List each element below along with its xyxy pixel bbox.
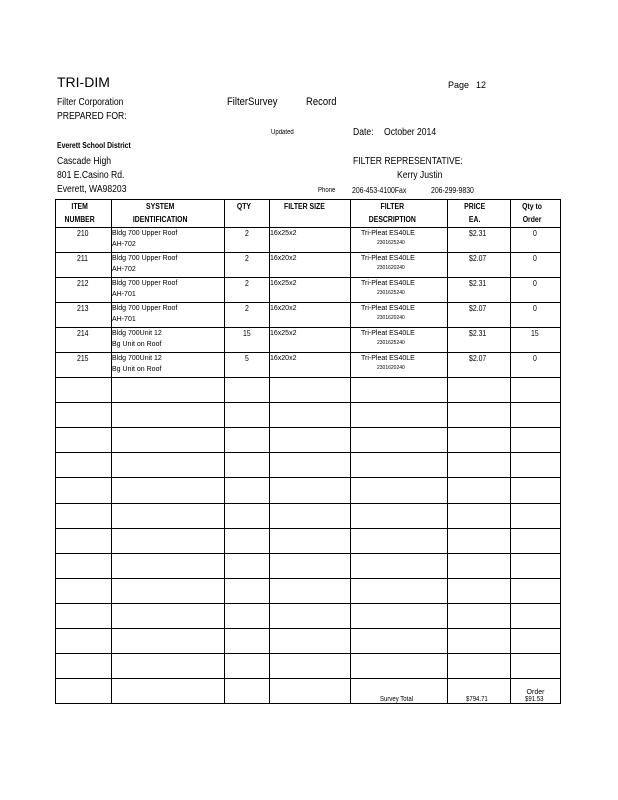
table-row	[56, 303, 561, 328]
system-id-cell	[112, 328, 225, 353]
rep-label: FILTER REPRESENTATIVE:	[353, 156, 463, 167]
table-cell	[225, 503, 270, 528]
table-cell	[56, 553, 112, 578]
item-number: 212	[76, 279, 89, 289]
filter-size-cell	[270, 353, 351, 378]
table-row	[56, 328, 561, 353]
table-cell	[112, 378, 225, 403]
col-qty: QTY	[225, 200, 270, 228]
filter-description-cell	[351, 303, 448, 328]
col-item-number: ITEM NUMBER	[56, 200, 112, 228]
col-qty-to-order: Qty to Order	[511, 200, 561, 228]
table-cell	[225, 403, 270, 428]
qty-to-order-cell	[511, 228, 561, 253]
table-cell	[351, 653, 448, 678]
qty-value: 2	[244, 254, 249, 264]
fax-number: 206-299-9830	[431, 186, 474, 195]
filter-description-cell	[351, 328, 448, 353]
table-cell	[112, 403, 225, 428]
table-cell	[511, 653, 561, 678]
table-cell	[511, 403, 561, 428]
qty-to-order-cell	[511, 278, 561, 303]
table-cell	[448, 403, 511, 428]
qty-value: 2	[244, 279, 249, 289]
price-cell	[448, 328, 511, 353]
table-cell	[225, 428, 270, 453]
table-cell	[225, 628, 270, 653]
col-filter-description: FILTER DESCRIPTION	[351, 200, 448, 228]
price-cell	[448, 303, 511, 328]
filter-size-cell	[270, 253, 351, 278]
filter-description-line-1: Tri-Pleat ES40LE	[361, 330, 415, 338]
table-row	[56, 253, 561, 278]
system-id-cell	[112, 353, 225, 378]
price-value: $2.07	[468, 304, 487, 314]
table-cell	[511, 578, 561, 603]
filter-survey-table	[55, 199, 561, 704]
table-cell	[511, 478, 561, 503]
filter-size-value: 16x25x2	[270, 230, 297, 237]
filter-size-value: 16x20x2	[270, 305, 297, 313]
table-cell	[448, 503, 511, 528]
table-cell	[56, 578, 112, 603]
qty-cell	[225, 228, 270, 253]
qty-to-order-cell	[511, 353, 561, 378]
table-cell	[448, 553, 511, 578]
filter-part-number: 2301625240	[377, 340, 405, 347]
qty-to-order-cell	[511, 253, 561, 278]
table-cell	[225, 553, 270, 578]
filter-description-line-1: Tri-Pleat ES40LE	[361, 280, 415, 288]
table-cell	[351, 378, 448, 403]
system-id-line-1: Bldg 700Unit 12	[112, 355, 162, 363]
table-cell	[56, 653, 112, 678]
item-number: 211	[77, 254, 89, 264]
system-id-line-2: AH-701	[112, 316, 136, 324]
table-cell	[56, 428, 112, 453]
price-cell	[448, 278, 511, 303]
system-id-line-2: AH-702	[112, 266, 136, 274]
table-cell	[270, 378, 351, 403]
filter-size-value: 16x20x2	[270, 355, 297, 363]
filter-description-line-1: Tri-Pleat ES40LE	[361, 355, 415, 363]
system-id-line-1: Bldg 700Unit 12	[112, 330, 162, 338]
prepared-for-label: PREPARED FOR:	[57, 111, 127, 122]
price-value: $2.07	[468, 254, 487, 264]
table-cell	[56, 378, 112, 403]
table-cell	[270, 628, 351, 653]
table-cell	[270, 428, 351, 453]
table-cell	[270, 403, 351, 428]
customer-name: Everett School District	[57, 141, 131, 150]
empty-row	[56, 503, 561, 528]
table-cell	[511, 428, 561, 453]
table-cell	[448, 428, 511, 453]
table-cell	[56, 403, 112, 428]
table-cell	[112, 428, 225, 453]
price-value: $2.31	[468, 329, 487, 339]
empty-row	[56, 528, 561, 553]
table-cell	[270, 528, 351, 553]
table-cell	[270, 453, 351, 478]
system-id-cell	[112, 303, 225, 328]
table-cell	[270, 503, 351, 528]
date-label: Date:	[353, 127, 374, 138]
table-cell	[351, 503, 448, 528]
item-number: 213	[76, 304, 89, 314]
filter-description-line-1: Tri-Pleat ES40LE	[361, 255, 415, 263]
filter-description-line-1: Tri-Pleat ES40LE	[361, 230, 415, 237]
col-system-identification: SYSTEM IDENTIFICATION	[112, 200, 225, 228]
survey-total-label: Survey Total	[351, 678, 448, 703]
table-cell	[112, 653, 225, 678]
phone-number: 206-453-4100Fax	[352, 186, 407, 195]
filter-description-cell	[351, 353, 448, 378]
item-number-cell	[56, 228, 112, 253]
qty-cell	[225, 328, 270, 353]
table-cell	[511, 453, 561, 478]
table-row	[56, 278, 561, 303]
item-number-cell	[56, 353, 112, 378]
filter-description-cell	[351, 278, 448, 303]
table-cell	[56, 528, 112, 553]
qty-cell	[225, 303, 270, 328]
system-id-line-1: Bldg 700 Upper Roof	[112, 305, 178, 313]
empty-row	[56, 378, 561, 403]
system-id-line-2: AH-701	[112, 291, 136, 299]
table-cell	[511, 553, 561, 578]
empty-row	[56, 553, 561, 578]
table-cell	[351, 603, 448, 628]
table-cell	[448, 378, 511, 403]
table-cell	[511, 603, 561, 628]
table-row	[56, 353, 561, 378]
table-cell	[511, 378, 561, 403]
table-cell	[112, 603, 225, 628]
system-id-cell	[112, 278, 225, 303]
table-cell	[56, 603, 112, 628]
filter-size-cell	[270, 303, 351, 328]
item-number: 215	[76, 354, 89, 364]
order-total-value: $91.53	[524, 696, 544, 703]
survey-title: FilterSurvey	[227, 96, 278, 108]
rep-name: Kerry Justin	[397, 170, 443, 181]
filter-size-value: 16x20x2	[270, 255, 297, 263]
price-value: $2.31	[468, 279, 487, 289]
table-cell	[112, 678, 225, 703]
item-number-cell	[56, 278, 112, 303]
table-cell	[112, 553, 225, 578]
empty-row	[56, 453, 561, 478]
table-cell	[225, 678, 270, 703]
qty-value: 15	[242, 329, 251, 339]
table-cell	[225, 528, 270, 553]
table-cell	[56, 678, 112, 703]
table-cell	[351, 453, 448, 478]
empty-row	[56, 478, 561, 503]
table-cell	[511, 528, 561, 553]
empty-row	[56, 653, 561, 678]
table-cell	[225, 653, 270, 678]
system-id-line-1: Bldg 700 Upper Roof	[112, 280, 178, 288]
table-cell	[112, 628, 225, 653]
filter-part-number: 2301620240	[377, 265, 405, 272]
empty-row	[56, 428, 561, 453]
filter-part-number: 2301625240	[377, 240, 405, 246]
qty-to-order-value: 0	[533, 279, 538, 289]
table-cell	[56, 503, 112, 528]
table-cell	[511, 628, 561, 653]
table-cell	[270, 678, 351, 703]
table-cell	[448, 628, 511, 653]
table-cell	[351, 553, 448, 578]
table-cell	[56, 628, 112, 653]
order-total-label: Order	[526, 689, 545, 696]
qty-cell	[225, 353, 270, 378]
table-cell	[270, 478, 351, 503]
date-value: October 2014	[384, 127, 437, 138]
phone-label: Phone	[318, 187, 336, 194]
company-line: Filter Corporation	[57, 97, 124, 108]
item-number-cell	[56, 253, 112, 278]
filter-description-line-1: Tri-Pleat ES40LE	[361, 305, 415, 313]
table-cell	[270, 553, 351, 578]
qty-value: 2	[244, 304, 249, 314]
table-cell	[225, 378, 270, 403]
system-id-line-2: Bg Unit on Roof	[112, 366, 162, 374]
table-cell	[225, 603, 270, 628]
filter-description-cell	[351, 253, 448, 278]
table-cell	[270, 653, 351, 678]
item-number: 210	[76, 229, 89, 238]
filter-size-value: 16x25x2	[270, 330, 297, 338]
table-cell	[270, 578, 351, 603]
table-row	[56, 228, 561, 253]
qty-to-order-value: 0	[533, 254, 538, 264]
page-label: Page	[448, 80, 470, 90]
total-row	[56, 678, 561, 703]
table-cell	[351, 628, 448, 653]
table-cell	[225, 478, 270, 503]
qty-value: 2	[244, 229, 249, 238]
col-filter-size: FILTER SIZE	[270, 200, 351, 228]
customer-site: Cascade High	[57, 156, 112, 167]
system-id-line-1: Bldg 700 Upper Roof	[112, 255, 178, 263]
table-cell	[351, 578, 448, 603]
survey-total-value: $794.71	[448, 678, 511, 703]
page-number: 12	[476, 80, 487, 90]
table-cell	[112, 503, 225, 528]
system-id-cell	[112, 228, 225, 253]
price-value: $2.07	[468, 354, 487, 364]
col-price: PRICE EA.	[448, 200, 511, 228]
table-cell	[112, 528, 225, 553]
price-value: $2.31	[468, 229, 487, 238]
qty-to-order-value: 0	[533, 354, 538, 364]
qty-cell	[225, 253, 270, 278]
table-cell	[112, 578, 225, 603]
table-header-row	[56, 200, 561, 228]
table-cell	[351, 528, 448, 553]
customer-city: Everett, WA98203	[57, 184, 127, 195]
table-cell	[448, 653, 511, 678]
table-cell	[448, 603, 511, 628]
system-id-line-2: AH-702	[112, 241, 136, 248]
table-cell	[56, 478, 112, 503]
item-number: 214	[76, 329, 89, 339]
empty-row	[56, 403, 561, 428]
qty-to-order-value: 0	[533, 229, 538, 238]
table-cell	[511, 503, 561, 528]
table-cell	[112, 478, 225, 503]
system-id-line-2: Bg Unit on Roof	[112, 341, 162, 349]
company-name: TRI-DIM	[57, 74, 110, 90]
qty-value: 5	[244, 354, 249, 364]
table-cell	[448, 578, 511, 603]
filter-part-number: 2301625240	[377, 290, 405, 297]
table-cell	[112, 453, 225, 478]
customer-street: 801 E.Casino Rd.	[57, 170, 125, 181]
table-cell	[56, 453, 112, 478]
filter-size-value: 16x25x2	[270, 280, 297, 288]
table-cell	[351, 478, 448, 503]
table-cell	[225, 578, 270, 603]
price-cell	[448, 353, 511, 378]
filter-description-cell	[351, 228, 448, 253]
qty-to-order-value: 15	[531, 329, 539, 339]
empty-row	[56, 578, 561, 603]
table-cell	[351, 428, 448, 453]
price-cell	[448, 228, 511, 253]
table-cell	[270, 603, 351, 628]
empty-row	[56, 628, 561, 653]
table-cell	[351, 403, 448, 428]
filter-size-cell	[270, 328, 351, 353]
system-id-line-1: Bldg 700 Upper Roof	[112, 230, 178, 237]
qty-to-order-cell	[511, 328, 561, 353]
table-cell	[448, 453, 511, 478]
filter-size-cell	[270, 278, 351, 303]
filter-part-number: 2301620240	[377, 315, 405, 322]
system-id-cell	[112, 253, 225, 278]
qty-to-order-value: 0	[533, 304, 538, 314]
filter-part-number: 2301620240	[377, 365, 405, 372]
qty-to-order-cell	[511, 303, 561, 328]
qty-cell	[225, 278, 270, 303]
price-cell	[448, 253, 511, 278]
table-cell	[448, 528, 511, 553]
table-cell	[225, 453, 270, 478]
order-total	[511, 678, 561, 703]
record-label: Record	[306, 96, 337, 108]
item-number-cell	[56, 303, 112, 328]
table-cell	[448, 478, 511, 503]
empty-row	[56, 603, 561, 628]
updated-label: Updated	[271, 129, 294, 136]
filter-size-cell	[270, 228, 351, 253]
item-number-cell	[56, 328, 112, 353]
